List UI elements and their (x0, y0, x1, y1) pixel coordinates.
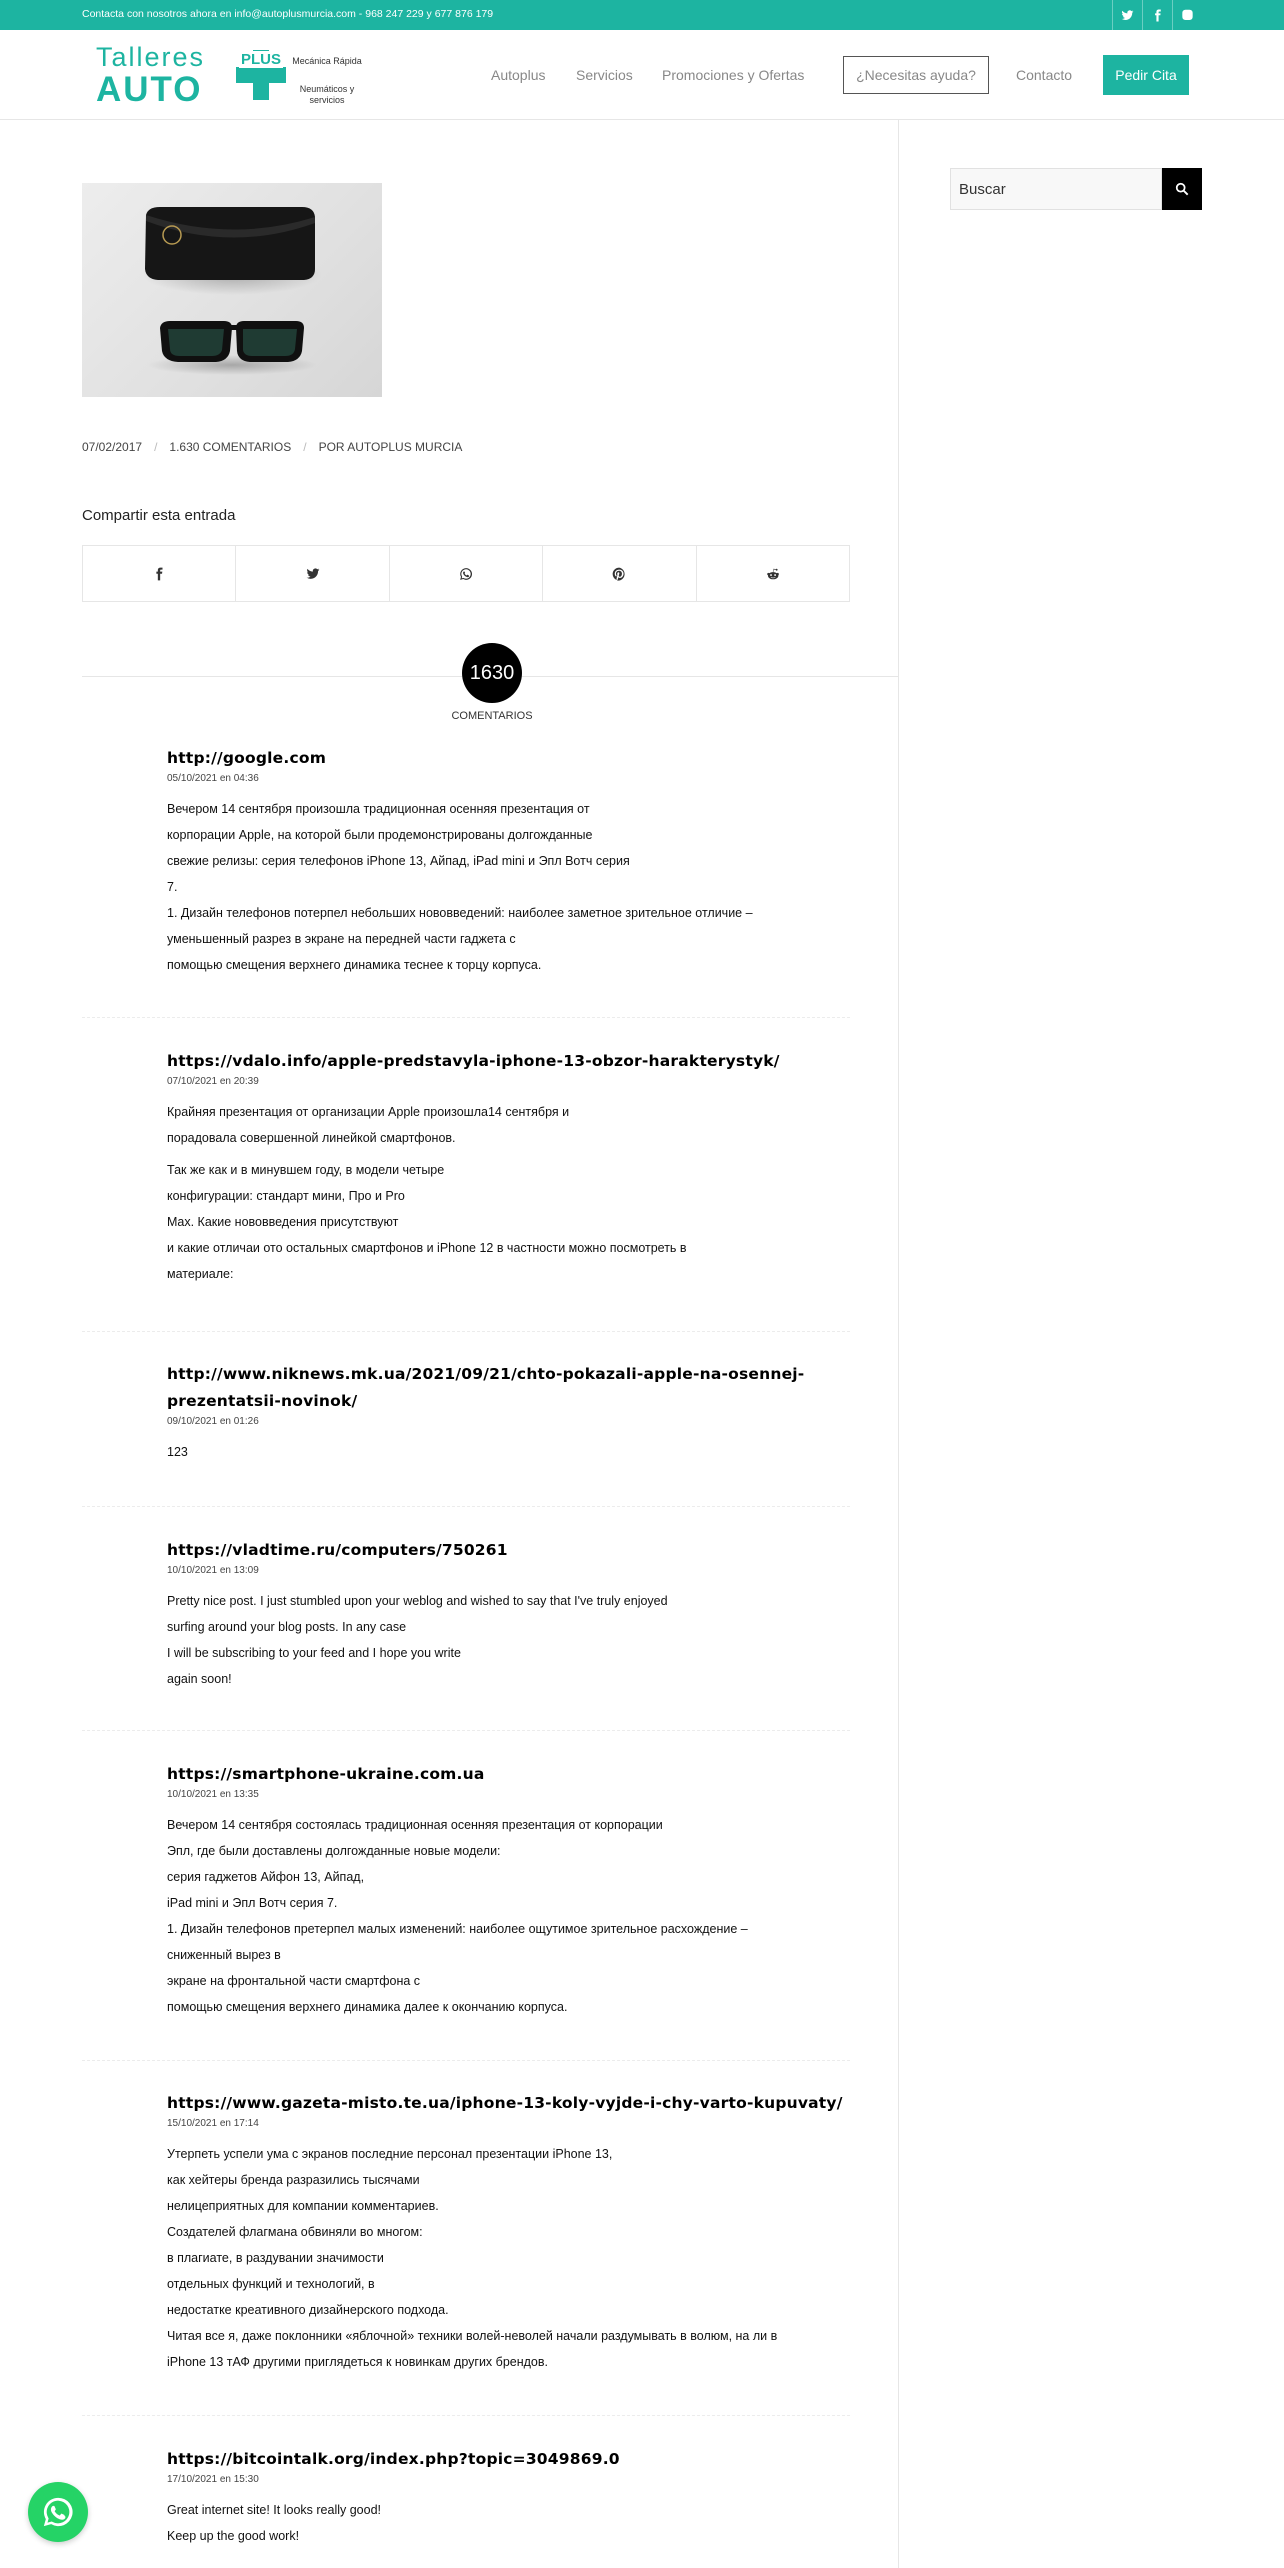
logo-text-talleres: Talleres (96, 42, 206, 72)
comment-author-link[interactable]: https://www.gazeta-misto.te.ua/iphone-13-koly-vyjde-i-chy-varto-kupuvaty/ (167, 2094, 843, 2112)
comment-text-line: iPad mini и Эпл Вотч серия 7. (167, 1896, 338, 1910)
comment-text-line: I will be subscribing to your feed and I hope you write (167, 1646, 461, 1660)
facebook-icon (1151, 9, 1164, 22)
comment-text-line: и какие отличаи ото остальных смартфонов и iPhone 12 в частности можно посмотреть в (167, 1241, 687, 1255)
comment (167, 2090, 847, 2375)
comment-text-line: 1. Дизайн телефонов потерпел небольших нововведений: наиболее заметное зрительное отличие – (167, 906, 753, 920)
sunglasses-image (82, 183, 382, 397)
comment-text-line: Max. Какие нововведения присутствуют (167, 1215, 399, 1229)
facebook-icon (152, 567, 166, 581)
comment-author-link[interactable]: https://vdalo.info/apple-predstavyla-iphone-13-obzor-harakterystyk/ (167, 1052, 780, 1070)
comment-divider (82, 1730, 850, 1731)
comment-divider (82, 2415, 850, 2416)
comment-text-line: iPhone 13 тАФ другими приглядеться к новинкам других брендов. (167, 2355, 548, 2369)
comment-text-line: серия гаджетов Айфон 13, Айпад, (167, 1870, 365, 1884)
whatsapp-icon (41, 2495, 75, 2529)
comment-date: 05/10/2021 en 04:36 (167, 773, 259, 784)
nav-item-servicios[interactable]: Servicios (576, 67, 633, 83)
comment-count-label: COMENTARIOS (451, 710, 533, 722)
comment-text-line: отдельных функций и технологий, в (167, 2277, 375, 2291)
comment-text-line: в плагиате, в раздувании значимости (167, 2251, 384, 2265)
comments-divider-left (82, 676, 462, 677)
comment-text-line: экране на фронтальной части смартфона с (167, 1974, 421, 1988)
contact-info: Contacta con nosotros ahora en info@autoplusmurcia.com - 968 247 229 y 677 876 179 (82, 8, 494, 20)
comment-text-line: again soon! (167, 1672, 232, 1686)
comment-text-line: порадовала совершенной линейкой смартфонов. (167, 1131, 456, 1145)
comment-text-line: как хейтеры бренда разразились тысячами (167, 2173, 420, 2187)
comment-author-link[interactable]: http://google.com (167, 749, 327, 767)
comment-text-line: конфигурации: стандарт мини, Про и Pro (167, 1189, 405, 1203)
share-buttons (82, 545, 850, 602)
nav-item-contacto[interactable]: Contacto (1016, 67, 1073, 83)
comment-date: 10/10/2021 en 13:35 (167, 1789, 259, 1800)
comment (167, 1361, 847, 1465)
logo-services-top: Mecánica Rápida (292, 56, 362, 66)
instagram-icon (1181, 9, 1194, 22)
twitter-link[interactable] (1112, 0, 1142, 30)
post-meta (82, 440, 462, 454)
comment-divider (82, 1017, 850, 1018)
pinterest-icon (612, 567, 626, 581)
share-pinterest-button[interactable] (543, 546, 696, 601)
comment-text-line: уменьшенный разрез в экране на передней части гаджета с (167, 932, 516, 946)
comment-text-line: материале: (167, 1267, 234, 1281)
search-button[interactable] (1162, 168, 1202, 210)
comment-text-line: Keep up the good work! (167, 2529, 300, 2543)
comment-text-line: помощью смещения верхнего динамика теснее к торцу корпуса. (167, 958, 542, 972)
comment (167, 1761, 847, 2020)
reddit-icon (766, 567, 780, 581)
comment-text-line: Крайняя презентация от организации Apple произошла14 сентября и (167, 1105, 570, 1119)
search-input[interactable] (950, 168, 1162, 210)
whatsapp-icon (459, 567, 473, 581)
comment-author-line: http://www.niknews.mk.ua/2021/09/21/chto-pokazali-apple-na-osennej- (167, 1365, 805, 1383)
comment-text-line: 7. (167, 880, 178, 894)
comment-date: 09/10/2021 en 01:26 (167, 1416, 259, 1427)
share-facebook-button[interactable] (83, 546, 236, 601)
sidebar-divider (898, 120, 899, 2568)
comment-divider (82, 1506, 850, 1507)
search-icon (1175, 182, 1189, 196)
comment-text-line: сниженный вырез в (167, 1948, 281, 1962)
help-button[interactable]: ¿Necesitas ayuda? (843, 56, 989, 94)
instagram-link[interactable] (1172, 0, 1202, 30)
comment-text-line: Читая все я, даже поклонники «яблочной» техники волей-неволей начали раздумывать в волюм, на ли в (167, 2329, 778, 2343)
comment-author-link[interactable]: https://smartphone-ukraine.com.ua (167, 1765, 485, 1783)
comment-text-line: Вечером 14 сентября произошла традиционная осенняя презентация от (167, 802, 590, 816)
post-date: 07/02/2017 (82, 440, 143, 454)
comments-divider-right (522, 676, 898, 677)
post-comments-link[interactable]: 1.630 COMENTARIOS (169, 440, 292, 454)
comment (167, 1048, 847, 1287)
comment-text-line: Утерпеть успели ума с экранов последние персонал презентации iPhone 13, (167, 2147, 613, 2161)
search-form (950, 168, 1202, 210)
comment-date: 15/10/2021 en 17:14 (167, 2118, 259, 2129)
post-author-link[interactable]: POR AUTOPLUS MURCIA (318, 440, 463, 454)
comment-divider (82, 1331, 850, 1332)
twitter-icon (1121, 9, 1134, 22)
comment-count-badge: 1630 (462, 643, 522, 703)
comment-text-line: Вечером 14 сентября состоялась традиционная осенняя презентация от корпорации (167, 1818, 663, 1832)
comment-date: 07/10/2021 en 20:39 (167, 1076, 259, 1087)
comment-author-link[interactable]: https://bitcointalk.org/index.php?topic=3049869.0 (167, 2450, 620, 2468)
nav-item-autoplus[interactable]: Autoplus (491, 67, 546, 83)
site-header (0, 30, 1284, 120)
share-twitter-button[interactable] (236, 546, 389, 601)
comment-text-line: Создателей флагмана обвиняли во многом: (167, 2225, 423, 2239)
comment-divider (82, 2060, 850, 2061)
nav-item-promociones[interactable]: Promociones y Ofertas (662, 67, 805, 83)
share-reddit-button[interactable] (697, 546, 849, 601)
logo-services-bottom: Neumáticos y servicios (299, 84, 355, 105)
comment-text-line: 123 (167, 1445, 188, 1459)
whatsapp-chat-button[interactable] (28, 2482, 88, 2542)
comment-author-link[interactable]: https://vladtime.ru/computers/750261 (167, 1541, 508, 1559)
comment-text-line: Так же как и в минувшем году, в модели четыре (167, 1163, 445, 1177)
comment-author-line: prezentatsii-novinok/ (167, 1392, 358, 1410)
meta-separator: / (303, 440, 307, 454)
share-title: Compartir esta entrada (82, 507, 236, 524)
twitter-icon (306, 567, 320, 581)
comment-text-line: недостатке креативного дизайнерского подхода. (167, 2303, 449, 2317)
comment-text-line: surfing around your blog posts. In any case (167, 1620, 407, 1634)
comment (167, 2446, 847, 2549)
comment-author-link[interactable] (167, 1361, 847, 1415)
featured-image[interactable] (82, 183, 382, 397)
comment-text-line: 1. Дизайн телефонов претерпел малых изменений: наиболее ощутимое зрительное расхождение – (167, 1922, 748, 1936)
meta-separator: / (154, 440, 158, 454)
share-whatsapp-button[interactable] (390, 546, 543, 601)
comment (167, 1537, 847, 1692)
comment-text-line: корпорации Apple, на которой были продемонстрированы долгожданные (167, 828, 593, 842)
logo-text-plus: PLUS (240, 51, 281, 68)
comment (167, 745, 847, 978)
comment-text-line: помощью смещения верхнего динамика далее к окончанию корпуса. (167, 2000, 568, 2014)
comment-text-line: Great internet site! It looks really good! (167, 2503, 381, 2517)
logo-text-auto: AUTO (96, 70, 203, 109)
comment-text-line: Эпл, где были доставлены долгожданные новые модели: (167, 1844, 501, 1858)
top-bar (0, 0, 1284, 30)
site-logo[interactable] (96, 42, 366, 108)
comment-date: 17/10/2021 en 15:30 (167, 2474, 259, 2485)
comment-text-line: свежие релизы: серия телефонов iPhone 13, Айпад, iPad mini и Эпл Вотч серия (167, 854, 630, 868)
book-appointment-button[interactable]: Pedir Cita (1103, 55, 1189, 95)
comment-date: 10/10/2021 en 13:09 (167, 1565, 259, 1576)
facebook-link[interactable] (1142, 0, 1172, 30)
comment-text-line: нелицеприятных для компании комментариев. (167, 2199, 439, 2213)
comment-text-line: Pretty nice post. I just stumbled upon your weblog and wished to say that I've truly enjoyed (167, 1594, 668, 1608)
